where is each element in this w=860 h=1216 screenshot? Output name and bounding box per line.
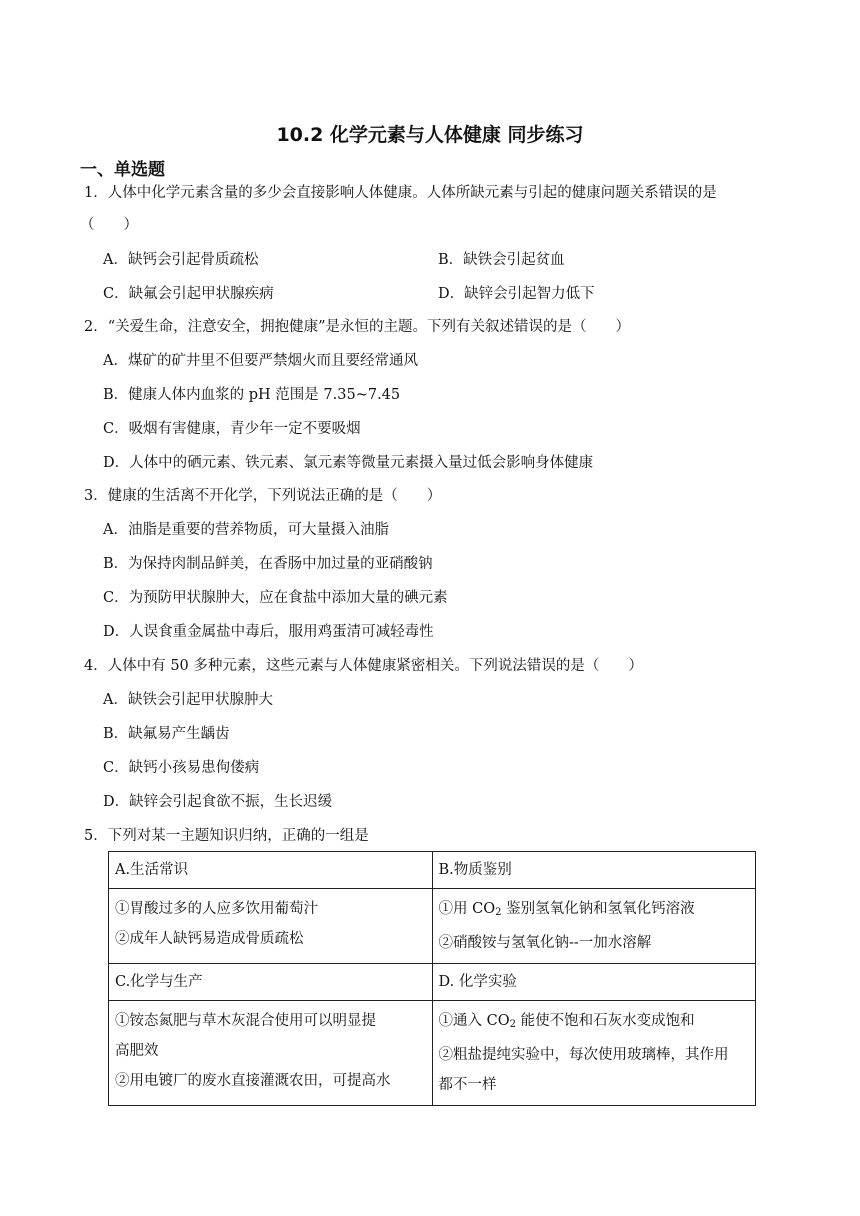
table-line: ②用电镀厂的废水直接灌溉农田，可提高水 [115, 1073, 391, 1089]
q2-option-b: B．健康人体内血浆的 pH 范围是 7.35~7.45 [103, 387, 401, 403]
table-line: ②成年人缺钙易造成骨质疏松 [115, 931, 304, 947]
text-fragment: 能使不饱和石灰水变成饱和 [515, 1013, 695, 1029]
subscript: 2 [509, 1019, 516, 1030]
table-cell-a-head: A.生活常识 [109, 852, 433, 889]
table-line: 都不一样 [438, 1077, 497, 1093]
q2-option-d: D．人体中的硒元素、铁元素、氯元素等微量元素摄入量过低会影响身体健康 [103, 455, 594, 471]
table-line [439, 1006, 750, 1040]
table-line: ①胃酸过多的人应多饮用葡萄汁 [115, 901, 318, 917]
q5-stem: 5．下列对某一主题知识归纳，正确的一组是 [84, 828, 369, 844]
table-cell-c-head: C.化学与生产 [109, 964, 433, 1001]
q2-option-a: A．煤矿的矿井里不但要严禁烟火而且要经常通风 [103, 353, 418, 369]
q2-option-c: C．吸烟有害健康，青少年一定不要吸烟 [103, 421, 361, 437]
table-line [439, 894, 750, 928]
q4-option-a: A．缺铁会引起甲状腺肿大 [103, 692, 273, 708]
q1-option-d: D．缺锌会引起智力低下 [438, 286, 595, 302]
table-line: ①铵态氮肥与草木灰混合使用可以明显提 [115, 1013, 376, 1029]
text-fragment: ①通入 CO [438, 1013, 510, 1029]
q1-stem: 1．人体中化学元素含量的多少会直接影响人体健康。人体所缺元素与引起的健康问题关系错误的是 [84, 185, 717, 201]
page-title: 10.2 化学元素与人体健康 同步练习 [276, 124, 584, 146]
table-line: 高肥效 [115, 1043, 159, 1059]
table-cell-a-body [109, 889, 433, 964]
table-cell-d-body [432, 1001, 756, 1106]
q2-stem: 2．“关爱生命，注意安全，拥抱健康”是永恒的主题。下列有关叙述错误的是（ ） [84, 319, 631, 335]
text-fragment: ①用 CO [438, 901, 496, 917]
q5-table [108, 851, 756, 1106]
q1-option-b: B．缺铁会引起贫血 [438, 252, 565, 268]
table-line: ②粗盐提纯实验中，每次使用玻璃棒，其作用 [438, 1047, 729, 1063]
q1-option-a: A．缺钙会引起骨质疏松 [103, 252, 259, 268]
table-cell-b-head: B.物质鉴别 [432, 852, 756, 889]
q3-option-a: A．油脂是重要的营养物质，可大量摄入油脂 [103, 522, 389, 538]
table-cell-b-body [432, 889, 756, 964]
q1-stem-blank: （ ） [80, 217, 138, 233]
section-heading: 一、单选题 [80, 160, 165, 180]
table-cell-c-body [109, 1001, 433, 1106]
q3-option-b: B．为保持肉制品鲜美，在香肠中加过量的亚硝酸钠 [103, 556, 433, 572]
table-line: ②硝酸铵与氢氧化钠--一加水溶解 [438, 935, 652, 951]
q4-stem: 4．人体中有 50 多种元素，这些元素与人体健康紧密相关。下列说法错误的是（ ） [84, 658, 643, 674]
q4-option-d: D．缺锌会引起食欲不振，生长迟缓 [103, 794, 333, 810]
table-cell-d-head: D. 化学实验 [432, 964, 756, 1001]
q1-option-c: C．缺氟会引起甲状腺疾病 [103, 286, 274, 302]
text-fragment: 鉴别氢氧化钠和氢氧化钙溶液 [501, 901, 695, 917]
q4-option-b: B．缺氟易产生龋齿 [103, 726, 230, 742]
q4-option-c: C．缺钙小孩易患佝偻病 [103, 760, 260, 776]
q3-option-d: D．人误食重金属盐中毒后，服用鸡蛋清可减轻毒性 [103, 624, 434, 640]
q3-stem: 3．健康的生活离不开化学，下列说法正确的是（ ） [84, 488, 442, 504]
q3-option-c: C．为预防甲状腺肿大，应在食盐中添加大量的碘元素 [103, 590, 448, 606]
subscript: 2 [495, 907, 502, 918]
